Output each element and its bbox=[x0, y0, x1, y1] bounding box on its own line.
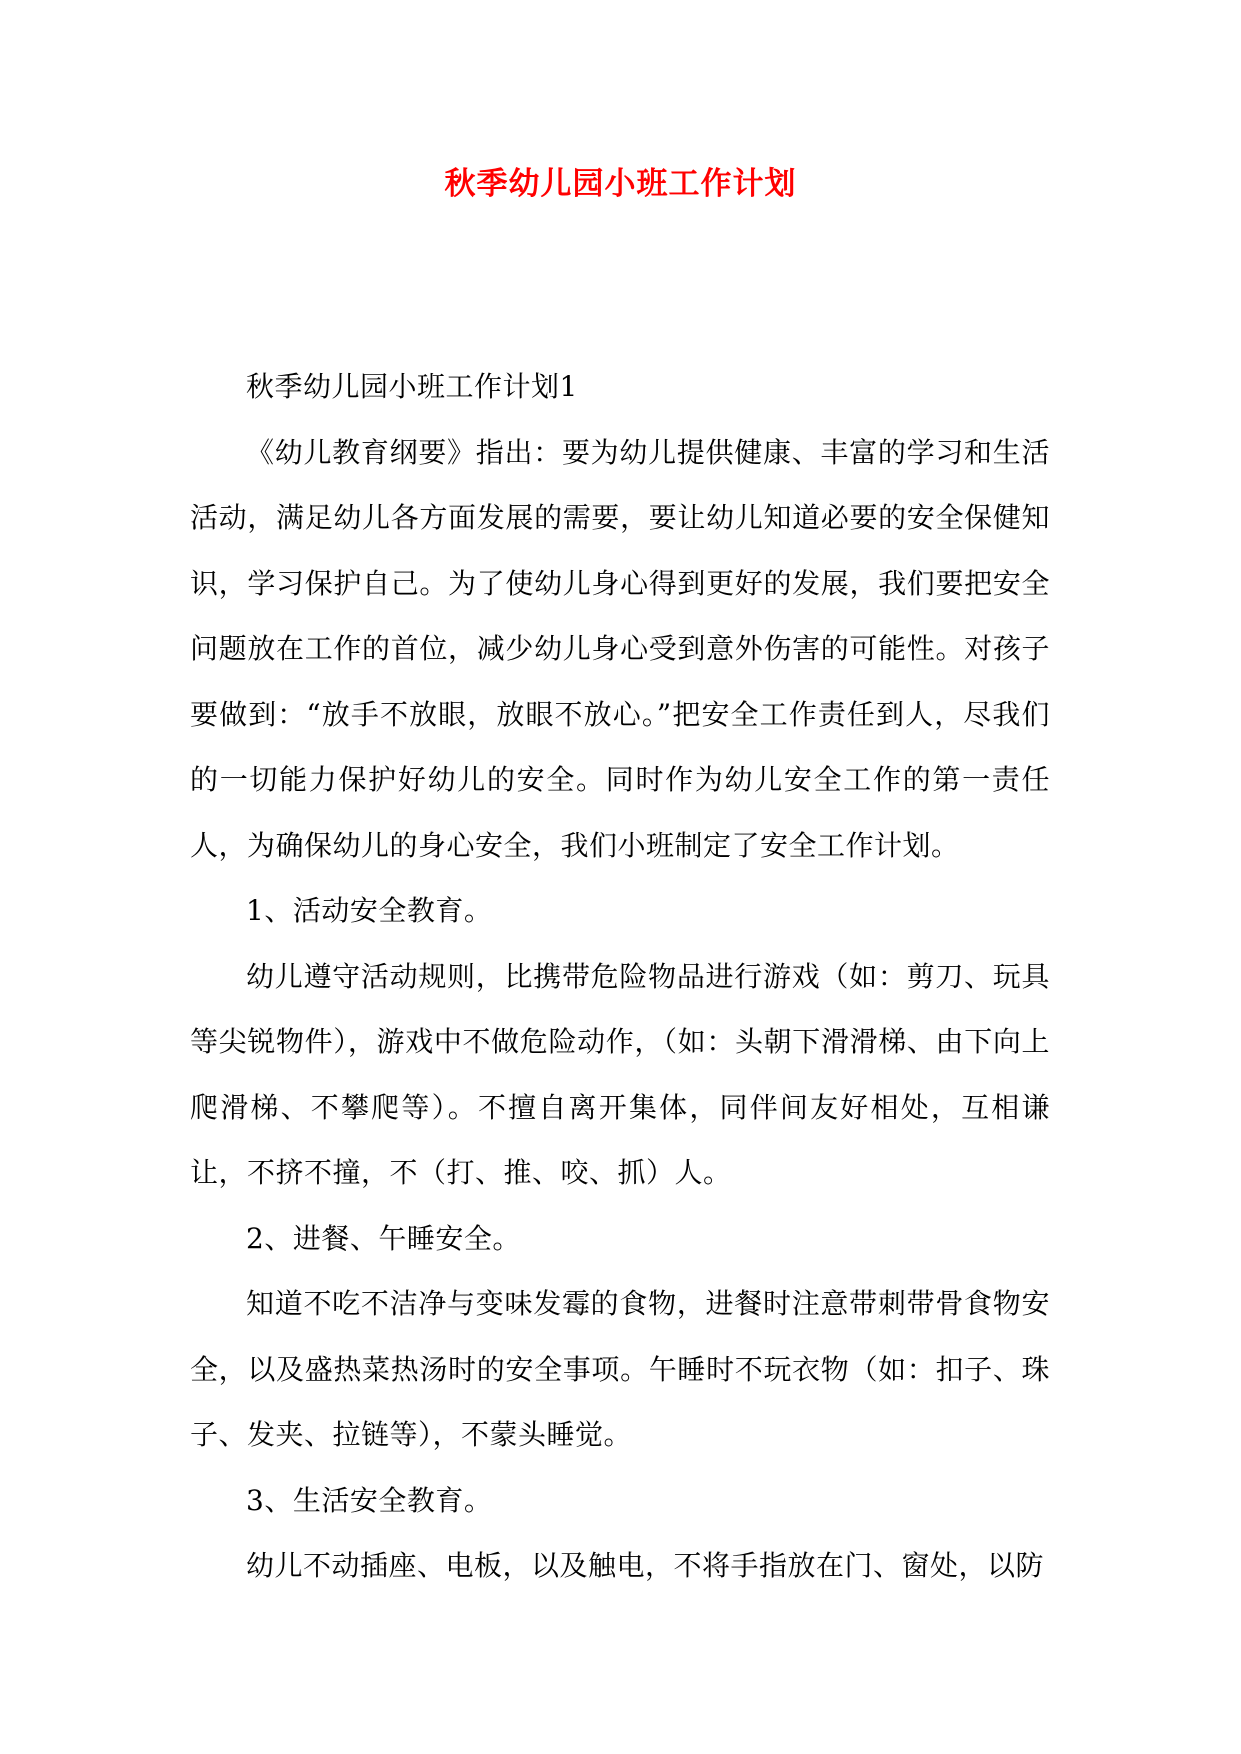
section-heading: 1、活动安全教育。 bbox=[246, 894, 493, 927]
paragraph: 《幼儿教育纲要》指出：要为幼儿提供健康、丰富的学习和生活活动，满足幼儿各方面发展的需要，要让幼儿知道必要的安全保健知识，学习保护自己。为了使幼儿身心得到更好的发展，我们要把安全问题放在工作的首位，减少幼儿身心受到意外伤害的可能性。对孩子要做到：“放手不放眼，放眼不放心。”把安全工作责任到人，尽我们的一切能力保护好幼儿的安全。同时作为幼儿安全工作的第一责任人，为确保幼儿的身心安全，我们小班制定了安全工作计划。 bbox=[190, 435, 1050, 862]
section-heading: 秋季幼儿园小班工作计划1 bbox=[246, 370, 578, 403]
paragraph: 知道不吃不洁净与变味发霉的食物，进餐时注意带刺带骨食物安全，以及盛热菜热汤时的安全事项。午睡时不玩衣物（如：扣子、珠子、发夹、拉链等），不蒙头睡觉。 bbox=[190, 1287, 1050, 1451]
section-heading: 3、生活安全教育。 bbox=[246, 1483, 493, 1517]
paragraph: 幼儿遵守活动规则，比携带危险物品进行游戏（如：剪刀、玩具等尖锐物件），游戏中不做危险动作，（如：头朝下滑滑梯、由下向上爬滑梯、不攀爬等）。不擅自离开集体，同伴间友好相处，互相谦让，不挤不撞，不（打、推、咬、抓）人。 bbox=[190, 959, 1050, 1189]
section-heading: 2、进餐、午睡安全。 bbox=[246, 1221, 521, 1255]
document-title: 秋季幼儿园小班工作计划 bbox=[444, 166, 797, 202]
document-body bbox=[190, 354, 1050, 1599]
paragraph: 幼儿不动插座、电板，以及触电，不将手指放在门、窗处，以防 bbox=[246, 1549, 1045, 1582]
